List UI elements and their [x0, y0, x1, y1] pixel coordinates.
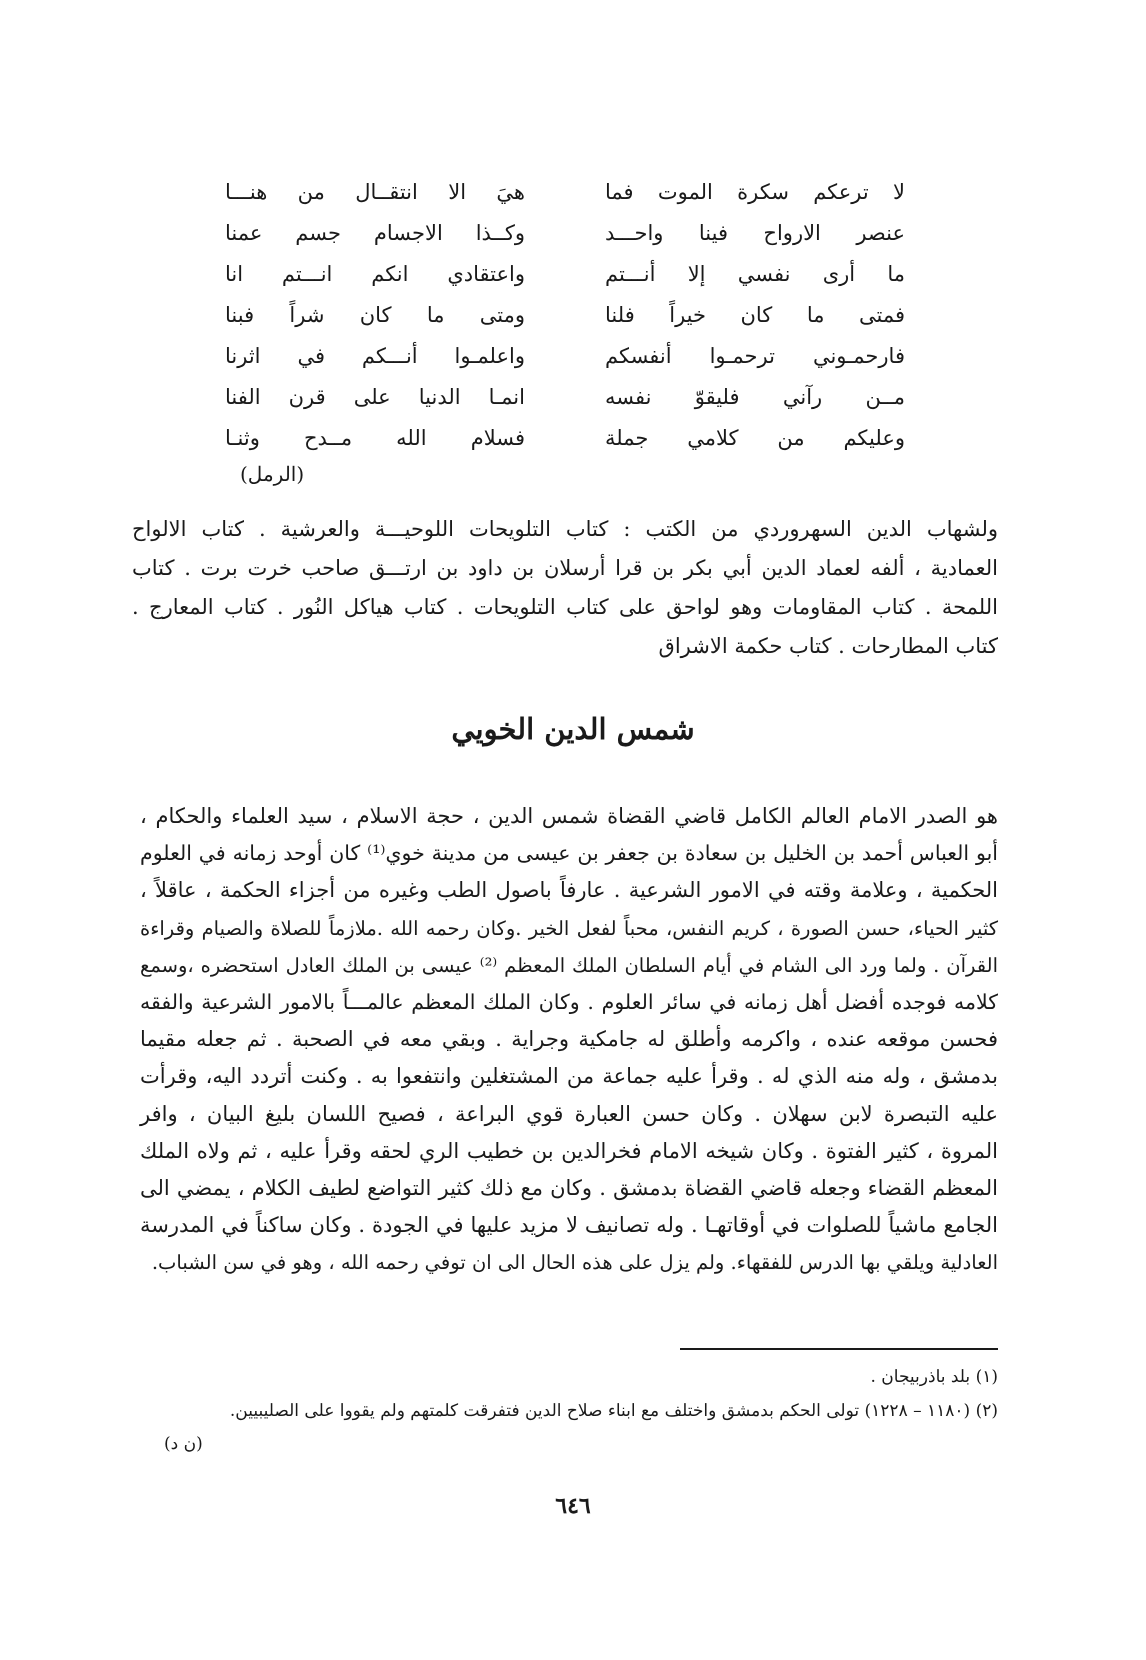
footnote-divider: [680, 1348, 998, 1350]
footnote: (١) بلد باذربيجان .: [870, 1367, 998, 1387]
paragraph-line: عليه التبصرة لابن سهلان . وكان حسن العبارة قوي البراعة ، فصيح اللسان بليغ البيان ، وافر: [140, 1101, 998, 1126]
paragraph-line: بدمشق ، وله منه الذي له . وقرأ عليه جماعة من المشتغلين وانتفعوا به . وكنت أتردد اليه، وقرأت: [140, 1064, 998, 1089]
paragraph-line: اللمحة . كتاب المقاومات وهو لواحق على كتاب التلويحات . كتاب هياكل النُور . كتاب المعارج .: [132, 595, 998, 619]
poem-hemistich-right: لا ترعكم سكرة الموت فما: [605, 180, 905, 204]
poem-hemistich-right: فارحمـوني ترحمـوا أنفسكم: [605, 344, 905, 368]
paragraph-line: العمادية ، ألفه لعماد الدين أبي بكر بن قرا أرسلان بن داود بن ارتـــق صاحب خرت برت . كتاب: [132, 556, 998, 580]
paragraph-line: كتاب المطارحات . كتاب حكمة الاشراق: [658, 634, 998, 658]
poem-hemistich-left: واعلمـوا أنـــكم في اثرنا: [225, 344, 525, 368]
poem-line: [225, 418, 905, 459]
poem-line: [225, 213, 905, 254]
poem-line: [225, 254, 905, 295]
poem-meter: (الرمل): [240, 462, 305, 486]
paragraph-line: كلامه فوجده أفضل أهل زمانه في سائر العلوم . وكان الملك المعظم عالمـــاً بالامور الشرعية والفقه: [140, 989, 998, 1014]
paragraph-line: المعظم القضاء وجعله قاضي القضاة بدمشق . وكان مع ذلك كثير التواضع لطيف الكلام ، يمضي الى: [140, 1175, 998, 1200]
paragraph-line: ولشهاب الدين السهروردي من الكتب : كتاب التلويحات اللوحيـــة والعرشية . كتاب الالواح: [132, 517, 998, 541]
poem-line: [225, 172, 905, 213]
poem-line: [225, 377, 905, 418]
poem-hemistich-left: واعتقادي انكم انـــتم انا: [225, 262, 525, 286]
footnotes: [160, 1360, 998, 1460]
paragraph-line: هو الصدر الامام العالم الكامل قاضي القضاة شمس الدين ، حجة الاسلام ، سيد العلماء والحكام ،: [140, 804, 998, 828]
poem-hemistich-left: فسلام الله مــدح وثنـا: [225, 426, 525, 450]
poem-line: [225, 336, 905, 377]
poem-hemistich-right: وعليكم من كلامي جملة: [605, 426, 905, 450]
poem-hemistich-left: وكــذا الاجسام جسم عمنا: [225, 221, 525, 245]
paragraph-line: كثير الحياء، حسن الصورة ، كريم النفس، محباً لفعل الخير .وكان رحمه الله .ملازماً للصلاة والصيام وقراءة: [140, 916, 998, 940]
books-paragraph: [132, 510, 998, 666]
poem-hemistich-right: فمتى ما كان خيراً فلنا: [605, 303, 905, 327]
biography-paragraph: [140, 798, 998, 1281]
paragraph-line: الجامع ماشياً للصلوات في أوقاتهـا . وله تصانيف لا مزيد عليها في الجودة . وكان ساكناً في المدرسة: [140, 1213, 998, 1238]
paragraph-line: القرآن . ولما ورد الى الشام في أيام السلطان الملك المعظم ⁽²⁾ عيسى بن الملك العادل استحضره ،وسمع: [140, 953, 998, 977]
poem-hemistich-left: هيَ الا انتقــال من هنـــا: [225, 180, 525, 204]
poem-line: [225, 295, 905, 336]
poem-hemistich-right: ما أرى نفسي إلا أنـــتم: [605, 262, 905, 286]
footnote-signature: (ن د): [164, 1434, 203, 1454]
poem-hemistich-left: انمـا الدنيا على قرن الفنا: [225, 385, 525, 409]
poem-hemistich-right: عنصر الارواح فينا واحـــد: [605, 221, 905, 245]
paragraph-line: فحسن موقعه عنده ، واكرمه وأطلق له جامكية وجراية . وبقي معه في الصحبة . ثم جعله مقيما: [140, 1027, 998, 1052]
poem-hemistich-right: مــن رآني فليقوّ نفسه: [605, 385, 905, 409]
poem: [225, 172, 905, 459]
page-number: ٦٤٦: [555, 1493, 591, 1519]
footnote: (٢) (١١٨٠ – ١٢٢٨) تولى الحكم بدمشق واختلف مع ابناء صلاح الدين فتفرقت كلمتهم ولم يقووا على الصليبيين.: [229, 1401, 998, 1421]
paragraph-line: العادلية ويلقي بها الدرس للفقهاء. ولم يزل على هذه الحال الى ان توفي رحمه الله ، وهو في سن الشباب.: [151, 1251, 998, 1275]
poem-hemistich-left: ومتى ما كان شراً فبنا: [225, 303, 525, 327]
paragraph-line: الحكمية ، وعلامة وقته في الامور الشرعية . عارفاً باصول الطب وغيره من أجزاء الحكمة ، عاقلاً ،: [140, 878, 998, 903]
section-title: شمس الدين الخويي: [451, 712, 695, 746]
paragraph-line: أبو العباس أحمد بن الخليل بن سعادة بن جعفر بن عيسى من مدينة خوي⁽¹⁾ كان أوحد زمانه في العلوم: [140, 841, 998, 866]
paragraph-line: المروة ، كثير الفتوة . وكان شيخه الامام فخرالدين بن خطيب الري لحقه وقرأ عليه ، ثم ولاه الملك: [140, 1138, 998, 1163]
